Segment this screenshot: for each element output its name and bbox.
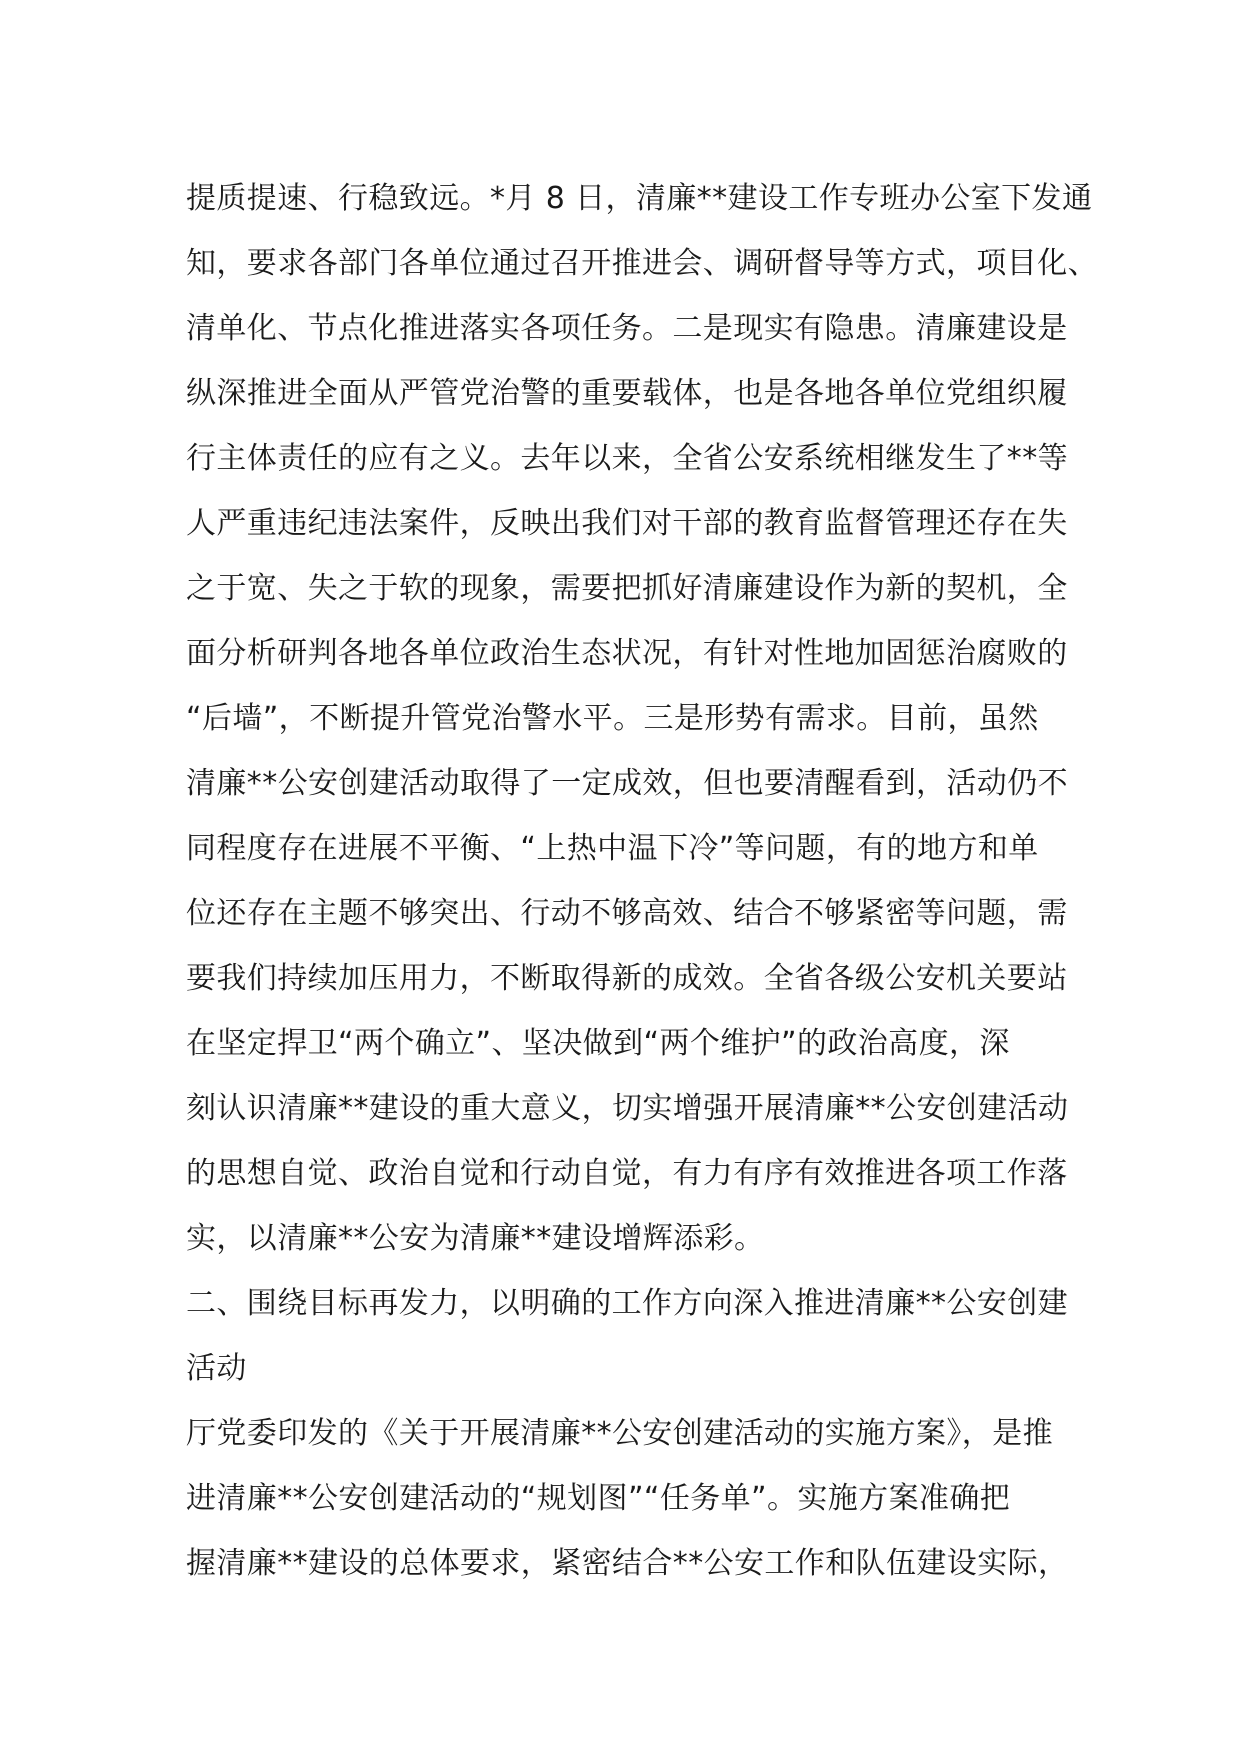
text-line: 人严重违纪违法案件，反映出我们对干部的教育监督管理还存在失 (186, 506, 1068, 541)
text-line: 行主体责任的应有之义。去年以来，全省公安系统相继发生了**等 (186, 441, 1068, 476)
text-line: 同程度存在进展不平衡、“上热中温下冷”等问题，有的地方和单 (186, 831, 1039, 866)
text-line: 位还存在主题不够突出、行动不够高效、结合不够紧密等问题，需 (186, 896, 1068, 931)
text-line: 握清廉**建设的总体要求，紧密结合**公安工作和队伍建设实际， (186, 1546, 1069, 1581)
text-line: 面分析研判各地各单位政治生态状况，有针对性地加固惩治腐败的 (186, 636, 1068, 671)
text-line: 清廉**公安创建活动取得了一定成效，但也要清醒看到，活动仍不 (186, 766, 1068, 801)
text-line: 纵深推进全面从严管党治警的重要载体，也是各地各单位党组织履 (186, 376, 1068, 411)
text-line: 要我们持续加压用力，不断取得新的成效。全省各级公安机关要站 (186, 961, 1068, 996)
text-line: “后墙”，不断提升管党治警水平。三是形势有需求。目前，虽然 (186, 701, 1039, 736)
text-line: 清单化、节点化推进落实各项任务。二是现实有隐患。清廉建设是 (186, 311, 1068, 346)
text-line: 进清廉**公安创建活动的“规划图”“任务单”。实施方案准确把 (186, 1481, 1011, 1516)
text-line: 的思想自觉、政治自觉和行动自觉，有力有序有效推进各项工作落 (186, 1156, 1068, 1191)
text-line: 知，要求各部门各单位通过召开推进会、调研督导等方式，项目化、 (186, 246, 1098, 281)
text-line: 提质提速、行稳致远。*月 8 日，清廉**建设工作专班办公室下发通 (186, 181, 1093, 216)
section-heading-line: 二、围绕目标再发力，以明确的工作方向深入推进清廉**公安创建 (186, 1286, 1068, 1321)
text-line: 厅党委印发的《关于开展清廉**公安创建活动的实施方案》，是推 (186, 1416, 1053, 1451)
document-body (186, 166, 1098, 1596)
section-heading-line: 活动 (186, 1351, 247, 1386)
text-line: 刻认识清廉**建设的重大意义，切实增强开展清廉**公安创建活动 (186, 1091, 1069, 1126)
text-line: 实，以清廉**公安为清廉**建设增辉添彩。 (186, 1221, 765, 1256)
text-line: 之于宽、失之于软的现象，需要把抓好清廉建设作为新的契机，全 (186, 571, 1068, 606)
text-line: 在坚定捍卫“两个确立”、坚决做到“两个维护”的政治高度，深 (186, 1026, 1010, 1061)
